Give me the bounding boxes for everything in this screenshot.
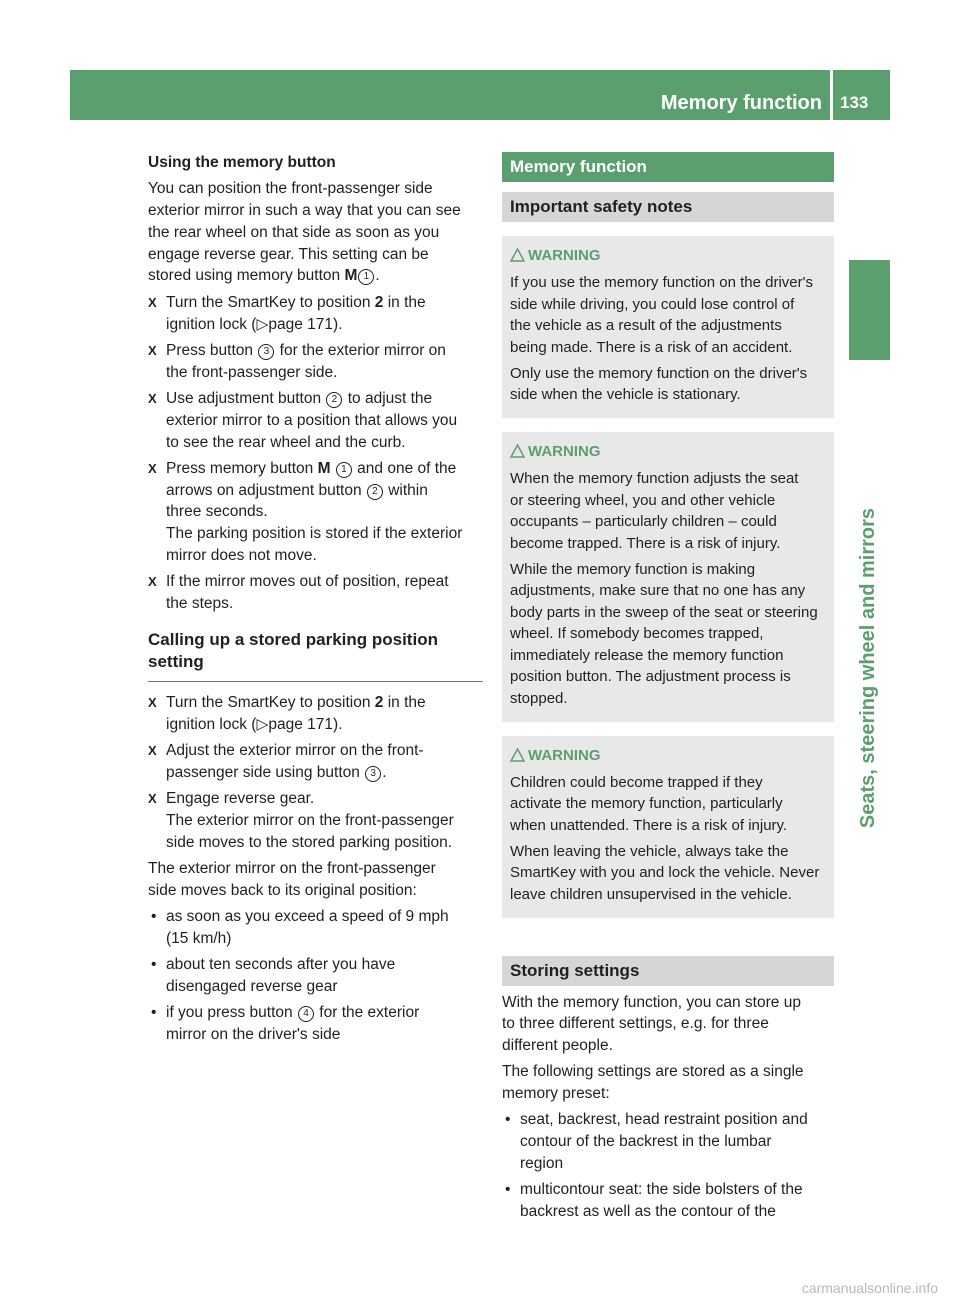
step-item: X If the mirror moves out of position, repeat the steps. <box>148 573 449 613</box>
section-title-bar: Memory function <box>502 152 834 182</box>
bullet-icon: • <box>151 908 157 926</box>
section-heading: Using the memory button <box>148 154 336 171</box>
step-marker-icon: X <box>148 791 157 807</box>
step-item: X Press memory button M 1 and one of the arrows on adjustment button 2 within three seconds. The parking position is stored if the exterior mirror does not move. <box>148 459 463 565</box>
paragraph: The following settings are stored as a single memory preset: <box>502 1063 804 1103</box>
left-column <box>148 152 483 1050</box>
paragraph: The exterior mirror on the front-passenger side moves back to its original position: <box>148 860 436 899</box>
bullet-icon: • <box>151 1004 157 1022</box>
step-marker-icon: X <box>148 390 157 406</box>
button-3-symbol: 3 <box>365 766 381 782</box>
list-item: • as soon as you exceed a speed of 9 mph (15 km/h) <box>151 908 449 947</box>
watermark: carmanualsonline.info <box>801 1280 938 1296</box>
list-item: • if you press button 4 for the exterior mirror on the driver's side <box>151 1004 420 1044</box>
section-heading: Calling up a stored parking position setting <box>148 629 483 682</box>
paragraph: With the memory function, you can store up to three different settings, e.g. for three different people. <box>502 993 801 1055</box>
bullet-icon: • <box>505 1111 511 1129</box>
button-2-symbol: 2 <box>367 484 383 500</box>
warning-text: While the memory function is making adjustments, make sure that no one has any body parts in the sweep of the seat or steering wheel. If somebody becomes trapped, immediately release the memory function position button. The adjustment process is stopped. <box>510 560 818 707</box>
warning-heading: WARNING <box>510 246 826 266</box>
warning-text: When leaving the vehicle, always take the SmartKey with you and lock the vehicle. Never leave children unsupervised in the vehicle. <box>510 842 820 903</box>
warning-heading: WARNING <box>510 746 826 766</box>
step-marker-icon: X <box>148 342 157 358</box>
button-3-symbol: 3 <box>258 344 274 360</box>
step-item: X Use adjustment button 2 to adjust the exterior mirror to a position that allows you to see the rear wheel and the curb. <box>148 389 458 451</box>
subsection-title-bar: Storing settings <box>502 956 834 986</box>
button-2-symbol: 2 <box>326 392 342 408</box>
button-1-symbol: 1 <box>358 269 374 285</box>
step-marker-icon: X <box>148 294 157 310</box>
step-item: X Turn the SmartKey to position 2 in the ignition lock (▷page 171). <box>148 293 426 333</box>
warning-box <box>502 236 834 418</box>
bullet-icon: • <box>505 1181 511 1199</box>
warning-text: When the memory function adjusts the seat or steering wheel, you and other vehicle occupants – particularly children – could become trapped. There is a risk of injury. <box>510 470 799 552</box>
header-separator <box>830 70 833 120</box>
paragraph: You can position the front-passenger side exterior mirror in such a way that you can see the rear wheel on that side as soon as you engage reverse gear. This setting can be stored using memory button M 1 . <box>148 180 461 285</box>
warning-triangle-icon <box>510 748 525 762</box>
button-1-symbol: 1 <box>336 462 352 478</box>
warning-box <box>502 736 834 918</box>
warning-text: If you use the memory function on the driver's side while driving, you could lose control of the vehicle as a result of the adjustments being made. There is a risk of an accident. <box>510 274 814 356</box>
header-title: Memory function <box>660 92 822 114</box>
step-item: X Adjust the exterior mirror on the front- passenger side using button 3 . <box>148 742 424 781</box>
warning-text: Children could become trapped if they activate the memory function, particularly when unattended. There is a risk of injury. <box>510 773 788 834</box>
step-marker-icon: X <box>148 694 157 710</box>
step-item: X Engage reverse gear. The exterior mirror on the front-passenger side moves to the stored parking position. <box>148 790 454 851</box>
page-link[interactable]: page 171). <box>268 715 343 733</box>
warning-heading: WARNING <box>510 442 826 462</box>
button-4-symbol: 4 <box>298 1006 314 1022</box>
page-ref-icon: ▷ <box>256 715 269 733</box>
warning-triangle-icon <box>510 248 525 262</box>
page-ref-icon: ▷ <box>256 315 269 333</box>
step-item: X Press button 3 for the exterior mirror on the front-passenger side. <box>148 341 446 381</box>
page-link[interactable]: page 171). <box>268 315 343 333</box>
step-item: X Turn the SmartKey to position 2 in the ignition lock (▷page 171). <box>148 693 426 733</box>
list-item: • about ten seconds after you have disengaged reverse gear <box>151 956 396 995</box>
warning-triangle-icon <box>510 444 525 458</box>
side-chapter-label: Seats, steering wheel and mirrors <box>857 507 879 829</box>
list-item: • multicontour seat: the side bolsters of the backrest as well as the contour of the <box>505 1181 803 1221</box>
side-tab-marker <box>849 260 890 360</box>
subsection-title-bar: Important safety notes <box>502 192 834 222</box>
bullet-icon: • <box>151 956 157 974</box>
warning-text: Only use the memory function on the driver's side when the vehicle is stationary. <box>510 364 808 403</box>
warning-box <box>502 432 834 722</box>
right-column <box>502 152 834 1227</box>
step-marker-icon: X <box>148 574 157 590</box>
page-number: 133 <box>840 93 869 112</box>
step-marker-icon: X <box>148 460 157 476</box>
list-item: • seat, backrest, head restraint position and contour of the backrest in the lumbar region <box>505 1111 808 1173</box>
step-marker-icon: X <box>148 743 157 759</box>
